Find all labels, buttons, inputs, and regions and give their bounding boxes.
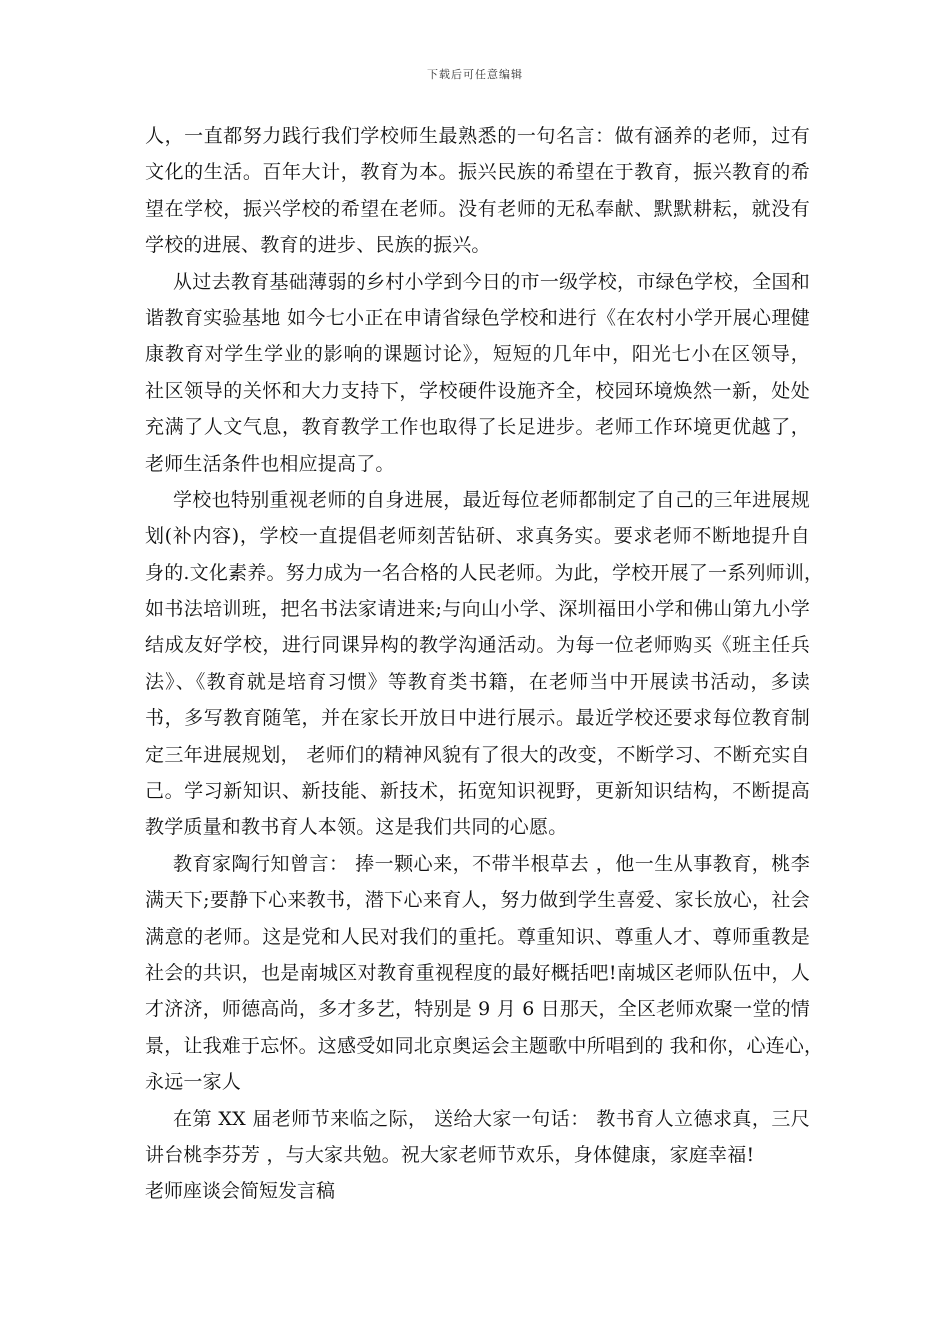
- text-line: 己。学习新知识、新技能、新技术，拓宽知识视野，更新知识结构，不断提高: [145, 780, 810, 803]
- text-line: 充满了人文气息，教育教学工作也取得了长足进步。老师工作环境更优越了，: [145, 416, 810, 439]
- text-line: 满意的老师。这是党和人民对我们的重托。尊重知识、尊重人才、尊师重教是: [145, 925, 810, 948]
- closing-title: 老师座谈会简短发言稿: [145, 1180, 336, 1203]
- text-line: 讲台桃李芬芳 ，与大家共勉。祝大家老师节欢乐，身体健康，家庭幸福!: [145, 1143, 755, 1166]
- text-line: 定三年进展规划， 老师们的精神风貌有了很大的改变，不断学习、不断充实自: [145, 743, 810, 766]
- text-line: 文化的生活。百年大计，教育为本。振兴民族的希望在于教育，振兴教育的希: [145, 161, 810, 184]
- text-line: 书，多写教育随笔，并在家长开放日中进行展示。最近学校还要求每位教育制: [145, 707, 810, 730]
- text-line: 望在学校，振兴学校的希望在老师。没有老师的无私奉献、默默耕耘，就没有: [145, 197, 810, 220]
- text-line: 永远一家人: [145, 1071, 242, 1094]
- text-line: 社区领导的关怀和大力支持下，学校硬件设施齐全，校园环境焕然一新，处处: [145, 379, 810, 402]
- text-line: 康教育对学生学业的影响的课题讨论》，短短的几年中，阳光七小在区领导，: [145, 343, 810, 366]
- text-line: 满天下;要静下心来教书，潜下心来育人，努力做到学生喜爱、家长放心，社会: [145, 889, 810, 912]
- text-line: 如书法培训班，把名书法家请进来;与向山小学、深圳福田小学和佛山第九小学: [145, 598, 810, 621]
- text-line: 教育家陶行知曾言： 捧一颗心来，不带半根草去 ，他一生从事教育，桃李: [173, 852, 810, 875]
- text-line: 身的.文化素养。努力成为一名合格的人民老师。为此，学校开展了一系列师训，: [145, 561, 824, 584]
- text-line: 老师生活条件也相应提高了。: [145, 452, 395, 475]
- text-line: 法》、《教育就是培育习惯》等教育类书籍，在老师当中开展读书活动，多读: [145, 670, 810, 693]
- text-line: 人，一直都努力践行我们学校师生最熟悉的一句名言：做有涵养的老师，过有: [145, 125, 810, 147]
- text-line: 景，让我难于忘怀。这感受如同北京奥运会主题歌中所唱到的 我和你，心连心，: [145, 1034, 824, 1057]
- text-line: 谐教育实验基地 如今七小正在申请省绿色学校和进行《在农村小学开展心理健: [145, 306, 810, 329]
- text-line: 从过去教育基础薄弱的乡村小学到今日的市一级学校，市绿色学校，全国和: [173, 270, 810, 293]
- text-line: 学校的进展、教育的进步、民族的振兴。: [145, 234, 491, 257]
- text-line: 在第 XX 届老师节来临之际， 送给大家一句话： 教书育人立德求真，三尺: [173, 1107, 810, 1130]
- document-body: [145, 118, 824, 1210]
- text-line: 结成友好学校，进行同课异构的教学沟通活动。为每一位老师购买《班主任兵: [145, 634, 810, 657]
- page-header: 下载后可任意编辑: [427, 68, 523, 81]
- text-line: 才济济，师德高尚，多才多艺，特别是 9 月 6 日那天，全区老师欢聚一堂的情: [145, 998, 810, 1021]
- text-line: 划(补内容)，学校一直提倡老师刻苦钻研、求真务实。要求老师不断地提升自: [145, 525, 810, 548]
- text-line: 教学质量和教书育人本领。这是我们共同的心愿。: [145, 816, 568, 839]
- text-line: 学校也特别重视老师的自身进展，最近每位老师都制定了自己的三年进展规: [173, 488, 810, 511]
- text-line: 社会的共识，也是南城区对教育重视程度的最好概括吧!南城区老师队伍中，人: [145, 961, 810, 984]
